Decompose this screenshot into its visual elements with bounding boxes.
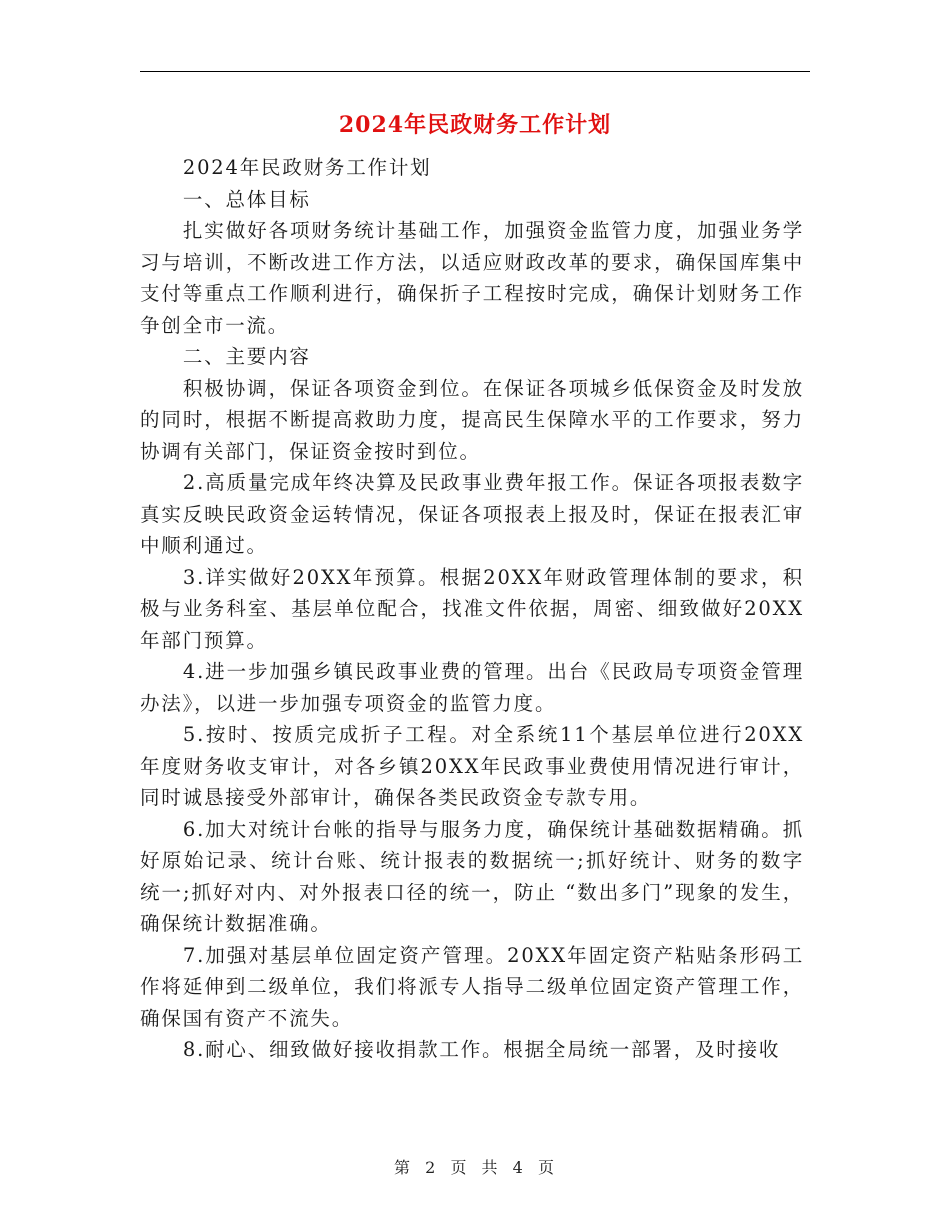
footer-current-page: 2 xyxy=(425,1158,438,1177)
page-footer xyxy=(0,1155,950,1178)
paragraph: 7.加强对基层单位固定资产管理。20XX年固定资产粘贴条形码工作将延伸到二级单位，我们将派专人指导二级单位固定资产管理工作，确保国有资产不流失。 xyxy=(140,943,804,1030)
section-heading: 一、总体目标 xyxy=(182,187,311,211)
footer-total-prefix: 共 xyxy=(481,1158,500,1177)
paragraph: 3.详实做好20XX年预算。根据20XX年财政管理体制的要求，积极与业务科室、基层单位配合，找准文件依据，周密、细致做好20XX年部门预算。 xyxy=(140,565,804,652)
document-body xyxy=(140,152,804,1066)
document-title: 2024年民政财务工作计划 xyxy=(338,112,612,138)
header-rule xyxy=(140,71,810,72)
paragraph: 8.耐心、细致做好接收捐款工作。根据全局统一部署，及时接收 xyxy=(182,1038,781,1061)
paragraph: 4.进一步加强乡镇民政事业费的管理。出台《民政局专项资金管理办法》，以进一步加强专项资金的监管力度。 xyxy=(140,660,804,715)
footer-total-pages: 4 xyxy=(512,1158,525,1177)
paragraph: 2.高质量完成年终决算及民政事业费年报工作。保证各项报表数字真实反映民政资金运转情况，保证各项报表上报及时，保证在报表汇审中顺利通过。 xyxy=(140,471,804,557)
footer-total-suffix: 页 xyxy=(537,1158,556,1177)
paragraph: 扎实做好各项财务统计基础工作，加强资金监管力度，加强业务学习与培训，不断改进工作方法，以适应财政改革的要求，确保国库集中支付等重点工作顺利进行，确保折子工程按时完成，确保计划财务工作争创全市一流。 xyxy=(140,219,804,337)
section-heading: 二、主要内容 xyxy=(182,345,311,368)
footer-page-word: 页 xyxy=(450,1158,469,1177)
footer-page-prefix: 第 xyxy=(394,1158,413,1177)
paragraph: 6.加大对统计台帐的指导与服务力度，确保统计基础数据精确。抓好原始记录、统计台账、统计报表的数据统一;抓好统计、财务的数字统一;抓好对内、对外报表口径的统一，防止 “数出多门”现象的发生，确保统计数据准确。 xyxy=(140,817,804,935)
paragraph: 5.按时、按质完成折子工程。对全系统11个基层单位进行20XX年度财务收支审计，对各乡镇20XX年民政事业费使用情况进行审计，同时诚恳接受外部审计，确保各类民政资金专款专用。 xyxy=(140,723,804,809)
paragraph: 积极协调，保证各项资金到位。在保证各项城乡低保资金及时发放的同时，根据不断提高救助力度，提高民生保障水平的工作要求，努力协调有关部门，保证资金按时到位。 xyxy=(140,376,804,463)
paragraph: 2024年民政财务工作计划 xyxy=(182,156,432,179)
